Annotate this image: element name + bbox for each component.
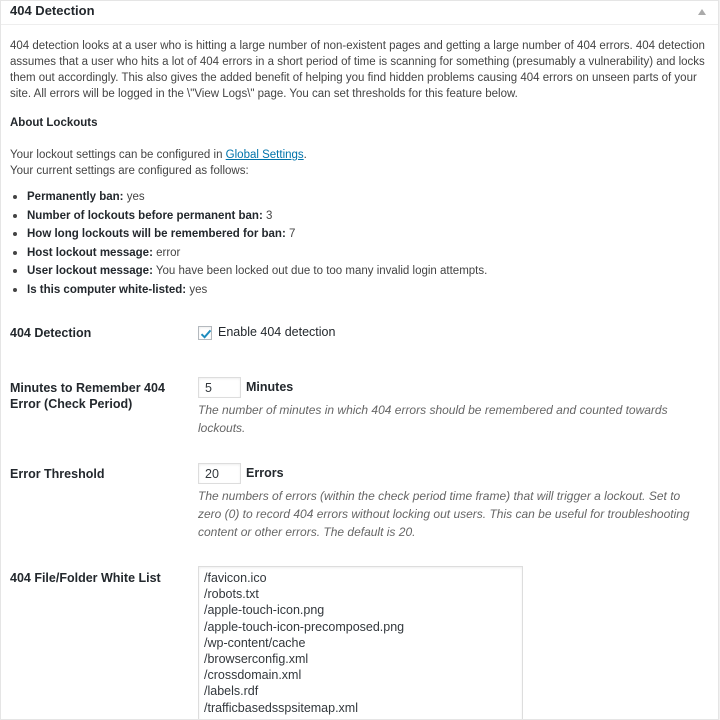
enable-404-label[interactable]: Enable 404 detection bbox=[218, 325, 336, 339]
global-settings-link[interactable]: Global Settings bbox=[225, 149, 304, 161]
setting-label: Is this computer white-listed: bbox=[27, 283, 187, 296]
setting-item bbox=[10, 281, 487, 300]
setting-item bbox=[10, 188, 487, 207]
current-settings-intro: Your current settings are configured as follows: bbox=[10, 165, 249, 177]
white-list-line: /trafficbasedsspsitemap.xml bbox=[204, 700, 358, 715]
config-prefix: Your lockout settings can be configured in bbox=[10, 149, 226, 161]
setting-item bbox=[10, 207, 487, 226]
error-threshold-label: Error Threshold bbox=[10, 467, 105, 481]
check-period-label-line1: Minutes to Remember 404 bbox=[10, 381, 165, 395]
panel-description: 404 detection looks at a user who is hitting a large number of non-existent pages and getting a large number of 404 errors. 404 detection assumes that a user who hits a lot of 404 errors in a short period of time is scanning for something (presumably a vulnerability) and locks them out accordingly. This also gives the added benefit of helping you find hidden problems causing 404 errors on unseen parts of your site. All errors will be logged in the \"View Logs\" page. You can set thresholds for this feature below. bbox=[10, 40, 705, 100]
check-period-help bbox=[198, 401, 698, 437]
setting-value: error bbox=[156, 246, 181, 259]
setting-value: yes bbox=[126, 191, 145, 203]
setting-item bbox=[10, 244, 487, 263]
setting-value: 3 bbox=[265, 209, 273, 222]
lockout-config-line bbox=[10, 147, 307, 163]
setting-label: Host lockout message: bbox=[27, 246, 153, 259]
error-threshold-help bbox=[198, 487, 698, 541]
setting-label: Permanently ban: bbox=[27, 191, 124, 203]
setting-value: yes bbox=[189, 283, 208, 296]
white-list-line: /favicon.ico bbox=[204, 571, 267, 585]
setting-item bbox=[10, 225, 487, 244]
error-threshold-input[interactable] bbox=[198, 463, 241, 484]
triangle-up-icon[interactable] bbox=[698, 9, 706, 15]
white-list-line: /labels.rdf bbox=[204, 684, 259, 699]
check-period-input[interactable] bbox=[198, 377, 241, 398]
setting-label: User lockout message: bbox=[27, 265, 153, 277]
checkmark-icon bbox=[199, 327, 213, 341]
errors-unit: Errors bbox=[246, 466, 284, 480]
panel-header[interactable] bbox=[1, 1, 718, 25]
setting-item bbox=[10, 262, 487, 281]
white-list-line: /apple-touch-icon-precomposed.png bbox=[204, 619, 405, 634]
check-period-help-line2: lockouts. bbox=[198, 421, 246, 435]
error-threshold-help-line1: The numbers of errors (within the check period time frame) that will trigger a lockout. Set to bbox=[198, 489, 681, 503]
white-list-line: /crossdomain.xml bbox=[204, 668, 302, 683]
current-settings-list bbox=[10, 188, 487, 299]
setting-value: 7 bbox=[289, 228, 296, 240]
setting-label: How long lockouts will be remembered for ban: bbox=[27, 228, 286, 240]
minutes-unit: Minutes bbox=[246, 380, 294, 394]
detection-label: 404 Detection bbox=[10, 326, 92, 340]
error-threshold-help-line3: content or other errors. The default is 20. bbox=[198, 525, 416, 539]
check-period-label bbox=[10, 380, 180, 412]
white-list-line: /browserconfig.xml bbox=[204, 652, 309, 667]
setting-value: You have been locked out due to too many invalid login attempts. bbox=[155, 265, 488, 277]
check-period-help-line1: The number of minutes in which 404 errors should be remembered and counted towards bbox=[198, 403, 668, 417]
config-suffix: . bbox=[303, 149, 307, 161]
white-list-label: 404 File/Folder White List bbox=[10, 571, 161, 585]
setting-label: Number of lockouts before permanent ban: bbox=[27, 209, 263, 222]
enable-404-checkbox[interactable] bbox=[198, 326, 212, 340]
white-list-line: /robots.txt bbox=[204, 587, 259, 602]
white-list-textarea[interactable] bbox=[198, 566, 523, 720]
white-list-line: /apple-touch-icon.png bbox=[204, 603, 325, 618]
panel-title: 404 Detection bbox=[10, 3, 95, 18]
about-lockouts-heading: About Lockouts bbox=[10, 117, 98, 129]
white-list-line: /wp-content/cache bbox=[204, 635, 306, 650]
check-period-label-line2: Error (Check Period) bbox=[10, 397, 133, 411]
error-threshold-help-line2: zero (0) to record 404 errors without locking out users. This can be useful for troubleshooting bbox=[198, 507, 690, 521]
